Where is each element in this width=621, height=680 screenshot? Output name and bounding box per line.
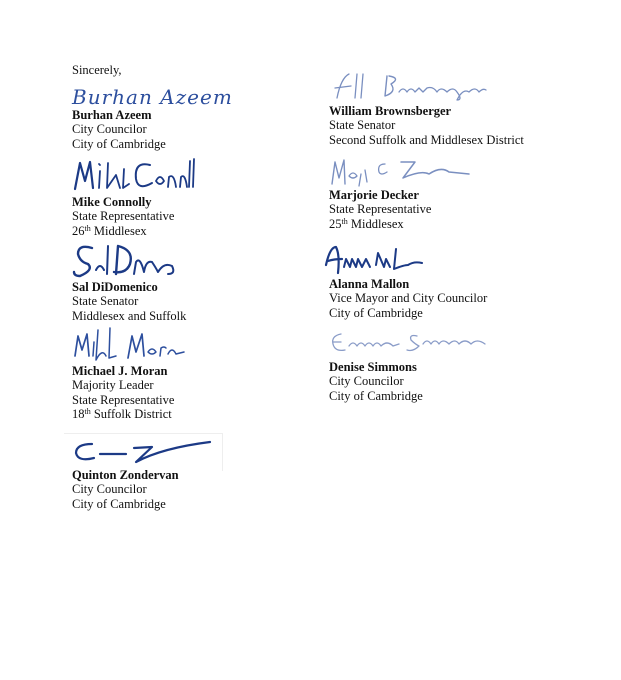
signer-title: State Senator: [329, 118, 396, 132]
signer-title: City Councilor: [72, 482, 147, 496]
signer-block-decker: [329, 156, 621, 231]
signer-title: Vice Mayor and City Councilor: [329, 291, 488, 305]
signer-district: 26th Middlesex: [72, 223, 147, 238]
signature-simmons: [329, 328, 491, 360]
signer-name: Sal DiDomenico: [72, 280, 158, 294]
signature-connolly: [72, 157, 197, 195]
closing: Sincerely,: [72, 63, 122, 77]
signer-block-moran: [72, 326, 372, 422]
signer-title: State Representative: [329, 202, 432, 216]
signer-title: City Councilor: [329, 374, 404, 388]
signer-name: Quinton Zondervan: [72, 468, 179, 482]
signature-mallon: [324, 243, 429, 277]
signer-name: Mike Connolly: [72, 195, 152, 209]
signer-affiliation: City of Cambridge: [329, 388, 423, 403]
signature-decker: [329, 156, 474, 188]
signer-district: 25th Middlesex: [329, 216, 404, 231]
signature-didomenico: [72, 240, 182, 280]
signer-block-mallon: [324, 243, 621, 320]
signer-title: City Councilor: [72, 122, 147, 136]
signer-title: State Senator: [72, 294, 139, 308]
signer-name: William Brownsberger: [329, 104, 452, 118]
signer-affiliation: City of Cambridge: [72, 136, 166, 151]
signer-block-azeem: [72, 86, 372, 151]
signer-title: Majority Leader: [72, 378, 154, 392]
signature-moran: [72, 326, 190, 364]
signer-name: Burhan Azeem: [72, 108, 152, 122]
signer-name: Denise Simmons: [329, 360, 417, 374]
signer-block-simmons: [329, 328, 621, 403]
signer-name: Alanna Mallon: [329, 277, 410, 291]
signer-affiliation: Middlesex and Suffolk: [72, 308, 187, 323]
signer-affiliation: City of Cambridge: [329, 305, 423, 320]
signature-zondervan: [72, 438, 212, 468]
signer-block-zondervan: [72, 438, 372, 511]
signer-name: Michael J. Moran: [72, 364, 168, 378]
signer-name: Marjorie Decker: [329, 188, 419, 202]
signer-title-2: State Representative: [72, 392, 175, 407]
signature-azeem: Burhan Azeem: [72, 85, 233, 109]
signer-affiliation: Second Suffolk and Middlesex District: [329, 132, 524, 147]
signer-block-brownsberger: [329, 70, 621, 147]
signer-title: State Representative: [72, 209, 175, 223]
signer-block-connolly: [72, 157, 372, 238]
signature-brownsberger: [329, 70, 489, 104]
signer-district: 18th Suffolk District: [72, 407, 172, 421]
signer-affiliation: City of Cambridge: [72, 496, 166, 511]
